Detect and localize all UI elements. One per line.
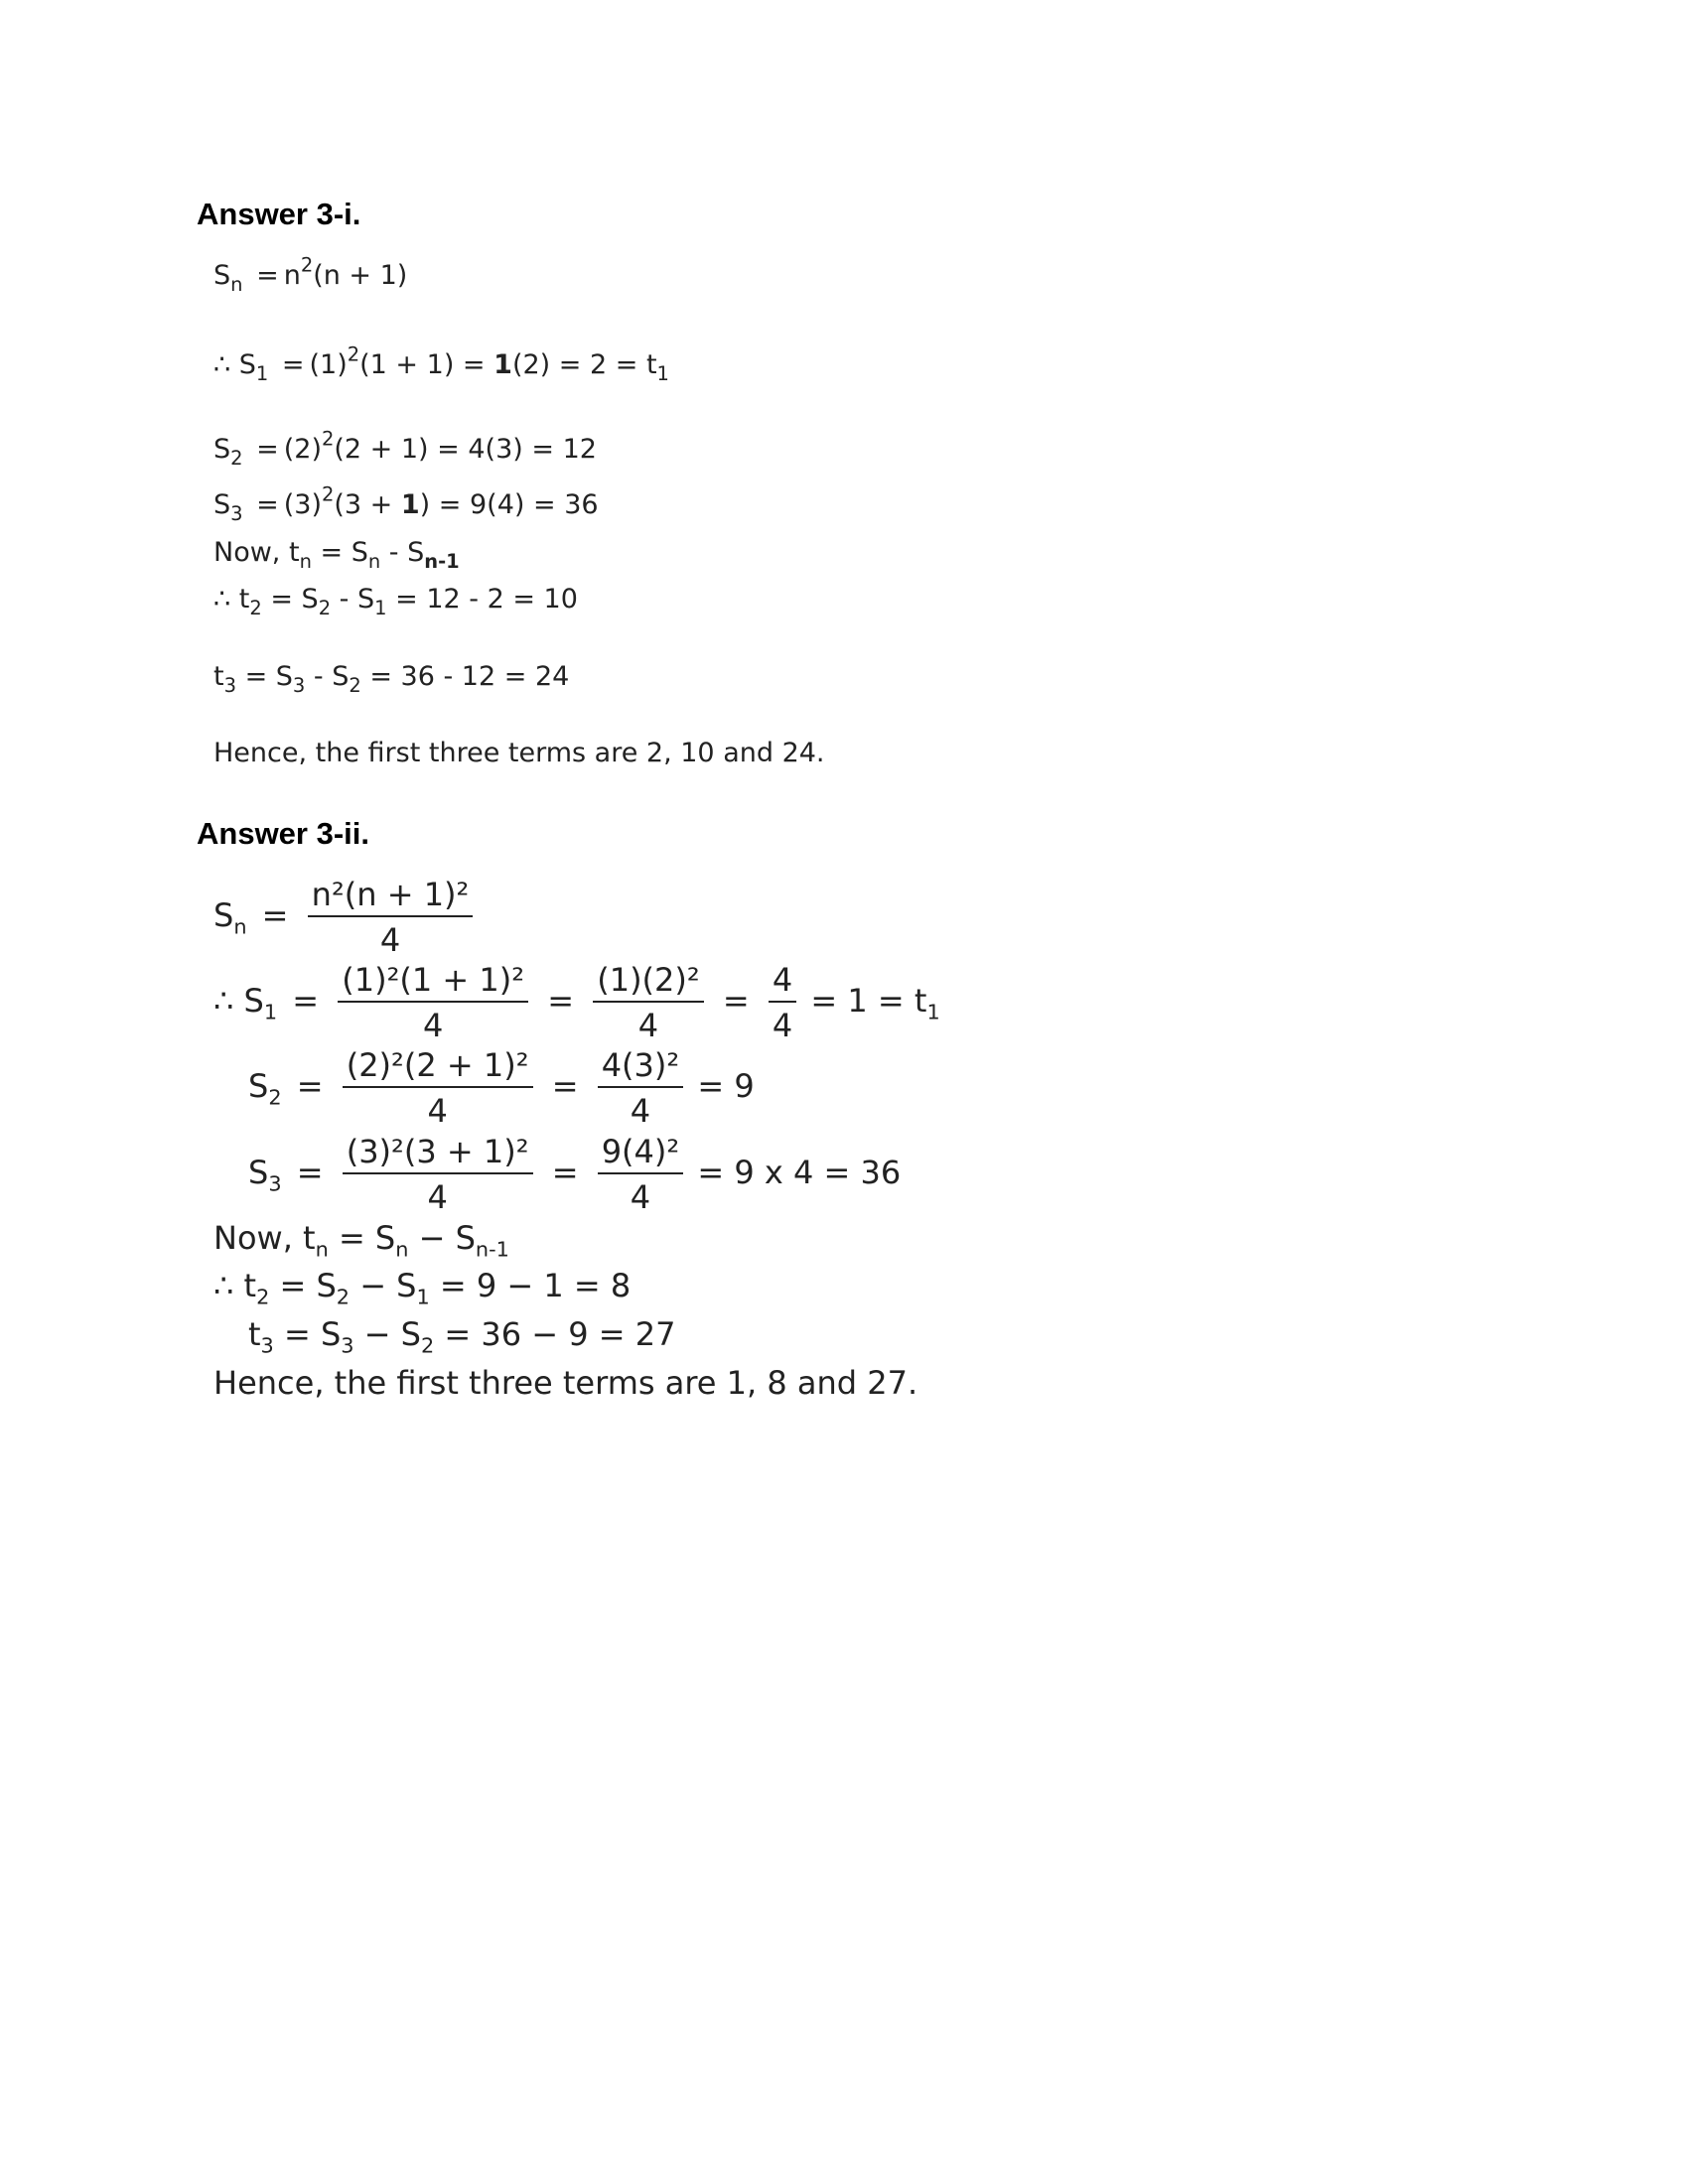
s1-fraction-1: $\frac{\text{(1)²(1 + 1)²}}{4}$: [338, 961, 528, 1044]
t3-equation-ii: $t_3 = S_3 - S_2 = 36 - 9 = 27$: [248, 1315, 676, 1358]
s1-equation-ii: ∴ $S_1$ = $\frac{\text{(1)²(1 + 1)²}}{4}$ = $\frac{\text{(1)(2)²}}{4}$ = $\frac{4}{4}$ = $1 = t_1$: [213, 961, 940, 1044]
answer-3ii-heading: Answer 3-ii.: [197, 816, 369, 851]
s2-equation-ii: $S_2$ = $\frac{\text{(2)²(2 + 1)²}}{4}$ = $\frac{\text{4(3)²}}{4}$ = 9: [248, 1046, 755, 1130]
s3-equation-ii: $S_3$ = $\frac{\text{(3)²(3 + 1)²}}{4}$ = $\frac{\text{9(4)²}}{4}$ = 9 x 4 = 36: [248, 1133, 902, 1216]
s3-equation: $S_3 = (3)^2(3 + 1) = 9(4) = 36$: [213, 482, 599, 525]
t2-equation-ii: ∴ $t_2 = S_2 - S_1 = 9 - 1 = 8$: [213, 1267, 632, 1309]
s1-fraction-2: $\frac{\text{(1)(2)²}}{4}$: [593, 961, 703, 1044]
s1-fraction-3: $\frac{4}{4}$: [769, 961, 796, 1044]
therefore-symbol: ∴: [213, 584, 231, 614]
s2-equation: $S_2 = (2)^2(2 + 1) = 4(3) = 12$: [213, 427, 597, 470]
conclusion-3ii: Hence, the first three terms are 1, 8 and 27.: [213, 1364, 918, 1402]
therefore-symbol: ∴: [213, 349, 231, 380]
t3-equation: $t_3 = S_3 - S_2 = 36 - 12 = 24$: [213, 661, 570, 697]
tn-definition: Now, $t_n = S_n - S_{n-1}$: [213, 537, 460, 573]
conclusion-3i: Hence, the first three terms are 2, 10 and 24.: [213, 738, 825, 768]
therefore-symbol: ∴: [213, 1267, 234, 1304]
s1-equation: ∴ $S_1 = (1)^2(1 + 1) = 1(2) = 2 = t_1$: [213, 342, 669, 385]
s2-fraction-2: $\frac{\text{4(3)²}}{4}$: [598, 1046, 684, 1130]
s2-fraction-1: $\frac{\text{(2)²(2 + 1)²}}{4}$: [343, 1046, 533, 1130]
therefore-symbol: ∴: [213, 982, 234, 1020]
answer-3i-heading: Answer 3-i.: [197, 197, 361, 231]
sn-formula: $S_n = n^2(n + 1)$: [213, 253, 408, 296]
sn-fraction: $\frac{\text{n²(n + 1)²}}{4}$: [308, 876, 474, 959]
s3-fraction-2: $\frac{\text{9(4)²}}{4}$: [598, 1133, 684, 1216]
t2-equation: ∴ $t_2 = S_2 - S_1 = 12 - 2 = 10$: [213, 584, 578, 619]
s3-fraction-1: $\frac{\text{(3)²(3 + 1)²}}{4}$: [343, 1133, 533, 1216]
tn-definition-ii: Now, $t_n = S_n - S_{n-1}$: [213, 1219, 509, 1262]
sn-formula-ii: $S_n$ = $\frac{\text{n²(n + 1)²}}{4}$: [213, 876, 477, 959]
